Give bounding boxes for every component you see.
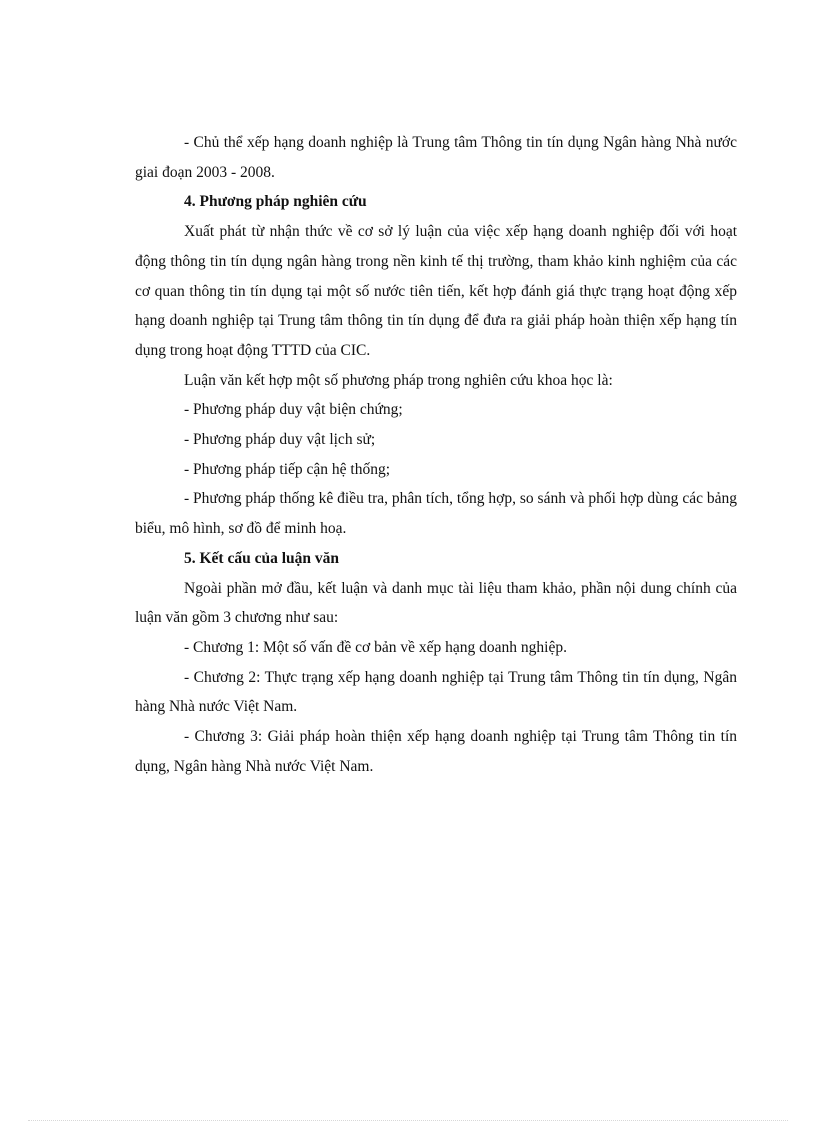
list-item-statistical-methods: - Phương pháp thống kê điều tra, phân tích, tổng hợp, so sánh và phối hợp dùng các bảng biểu, mô hình, sơ đồ để minh hoạ. bbox=[135, 490, 737, 538]
heading-research-methods: 4. Phương pháp nghiên cứu bbox=[184, 193, 367, 211]
list-item-chapter-2: - Chương 2: Thực trạng xếp hạng doanh nghiệp tại Trung tâm Thông tin tín dụng, Ngân hàng Nhà nước Việt Nam. bbox=[135, 668, 737, 716]
paragraph-methods-list-intro: Luận văn kết hợp một số phương pháp trong nghiên cứu khoa học là: bbox=[184, 371, 613, 389]
paragraph-methods-intro: Xuất phát từ nhận thức về cơ sở lý luận của việc xếp hạng doanh nghiệp đối với hoạt động thông tin tín dụng ngân hàng trong nền kinh tế thị trường, tham khảo kinh nghiệm của các cơ quan thông tin tín dụng tại một số nước tiên tiến, kết hợp đánh giá thực trạng hoạt động xếp hạng doanh nghiệp tại Trung tâm thông tin tín dụng để đưa ra giải pháp hoàn thiện xếp hạng tín dụng trong hoạt động TTTD của CIC. bbox=[135, 223, 737, 359]
document-page bbox=[135, 128, 737, 781]
paragraph-subject-scope: - Chủ thể xếp hạng doanh nghiệp là Trung tâm Thông tin tín dụng Ngân hàng Nhà nước giai đoạn 2003 - 2008. bbox=[135, 134, 737, 181]
heading-thesis-structure: 5. Kết cấu của luận văn bbox=[184, 549, 340, 567]
list-item-systems-approach: - Phương pháp tiếp cận hệ thống; bbox=[184, 460, 391, 478]
list-item-chapter-1: - Chương 1: Một số vấn đề cơ bản về xếp hạng doanh nghiệp. bbox=[184, 638, 567, 656]
list-item-chapter-3: - Chương 3: Giải pháp hoàn thiện xếp hạng doanh nghiệp tại Trung tâm Thông tin tín dụng, Ngân hàng Nhà nước Việt Nam. bbox=[135, 728, 737, 775]
paragraph-structure-intro: Ngoài phần mở đầu, kết luận và danh mục tài liệu tham khảo, phần nội dung chính của luận văn gồm 3 chương như sau: bbox=[135, 579, 737, 627]
list-item-historical-materialism: - Phương pháp duy vật lịch sử; bbox=[184, 431, 376, 449]
page-bottom-divider bbox=[28, 1120, 788, 1121]
list-item-dialectical-materialism: - Phương pháp duy vật biện chứng; bbox=[184, 401, 403, 419]
